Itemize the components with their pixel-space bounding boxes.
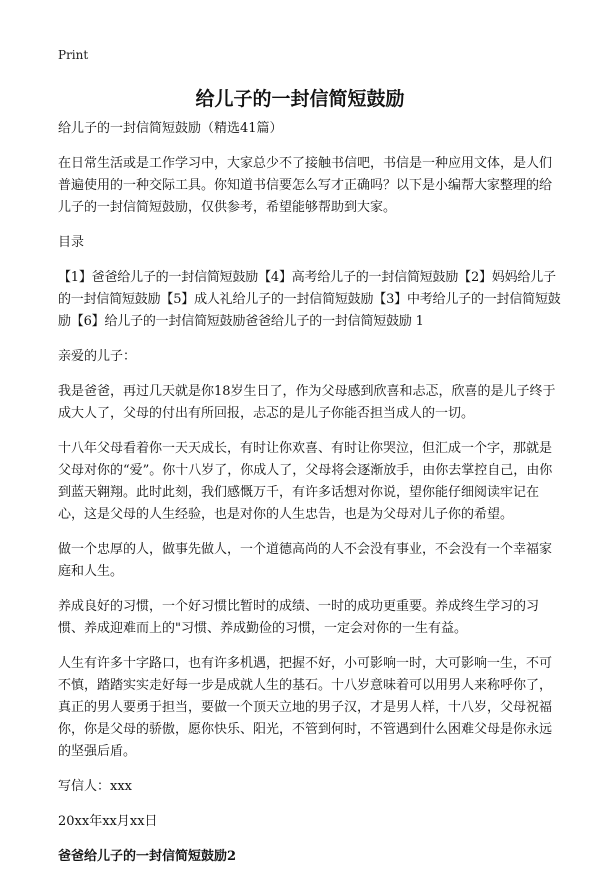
letter-paragraph: 人生有许多十字路口，也有许多机遇，把握不好，小可影响一时，大可影响一生，不可不慎，踏踏实实走好每一步是成就人生的基石。十八岁意味着可以用男人来称呼你了，真正的男人要勇于担当，要做一个顶天立地的男子汉，才是男人样，十八岁，父母祝福你，你是父母的骄傲，愿你快乐、阳光，不管到何时，不管遇到什么困难父母是你永远的坚强后盾。 bbox=[58, 656, 553, 759]
intro-paragraph: 在日常生活或是工作学习中，大家总少不了接触书信吧，书信是一种应用文体，是人们普遍使用的一种交际工具。你知道书信要怎么写才正确吗？以下是小编帮大家整理的给儿子的一封信简短鼓励，仅供参考，希望能够帮助到大家。 bbox=[58, 156, 553, 215]
letter-paragraph: 养成良好的习惯，一个好习惯比暂时的成绩、一时的成功更重要。养成终生学习的习惯、养成迎难而上的"习惯、养成勤俭的习惯，一定会对你的一生有益。 bbox=[58, 599, 540, 636]
letter-paragraph: 做一个忠厚的人，做事先做人，一个道德高尚的人不会没有事业，不会没有一个幸福家庭和人生。 bbox=[58, 542, 553, 579]
letter-paragraph: 我是爸爸，再过几天就是你18岁生日了，作为父母感到欣喜和忐忑，欣喜的是儿子终于成大人了，父母的付出有所回报，忐忑的是儿子你能否担当成人的一切。 bbox=[58, 384, 556, 421]
document-title: 给儿子的一封信简短鼓励 bbox=[195, 88, 405, 110]
toc-list: 【1】爸爸给儿子的一封信简短鼓励【4】高考给儿子的一封信简短鼓励【2】妈妈给儿子的一封信简短鼓励【5】成人礼给儿子的一封信简短鼓励【3】中考给儿子的一封信简短鼓励【6】给儿子的一封信简短鼓励爸爸给儿子的一封信简短鼓励 1 bbox=[58, 270, 561, 329]
letter-paragraph: 十八年父母看着你一天天成长，有时让你欢喜、有时让你哭泣，但汇成一个字，那就是父母对你的“爱”。你十八岁了，你成人了，父母将会逐渐放手，由你去掌控自己，由你到蓝天翱翔。此时此刻，我们感慨万千，有许多话想对你说，望你能仔细阅读牢记在心，这是父母的人生经验，也是对你的人生忠告，也是为父母对儿子你的希望。 bbox=[58, 441, 553, 522]
letter-greeting: 亲爱的儿子： bbox=[58, 349, 137, 364]
letter-signature: 写信人：xxx bbox=[58, 779, 132, 794]
document-body bbox=[58, 118, 562, 881]
document-subtitle: 给儿子的一封信简短鼓励（精选41篇） bbox=[58, 121, 283, 136]
next-section-heading: 爸爸给儿子的一封信简短鼓励2 bbox=[58, 849, 237, 864]
letter-date: 20xx年xx月xx日 bbox=[58, 814, 158, 829]
print-label[interactable]: Print bbox=[58, 48, 89, 62]
toc-heading: 目录 bbox=[58, 235, 85, 250]
